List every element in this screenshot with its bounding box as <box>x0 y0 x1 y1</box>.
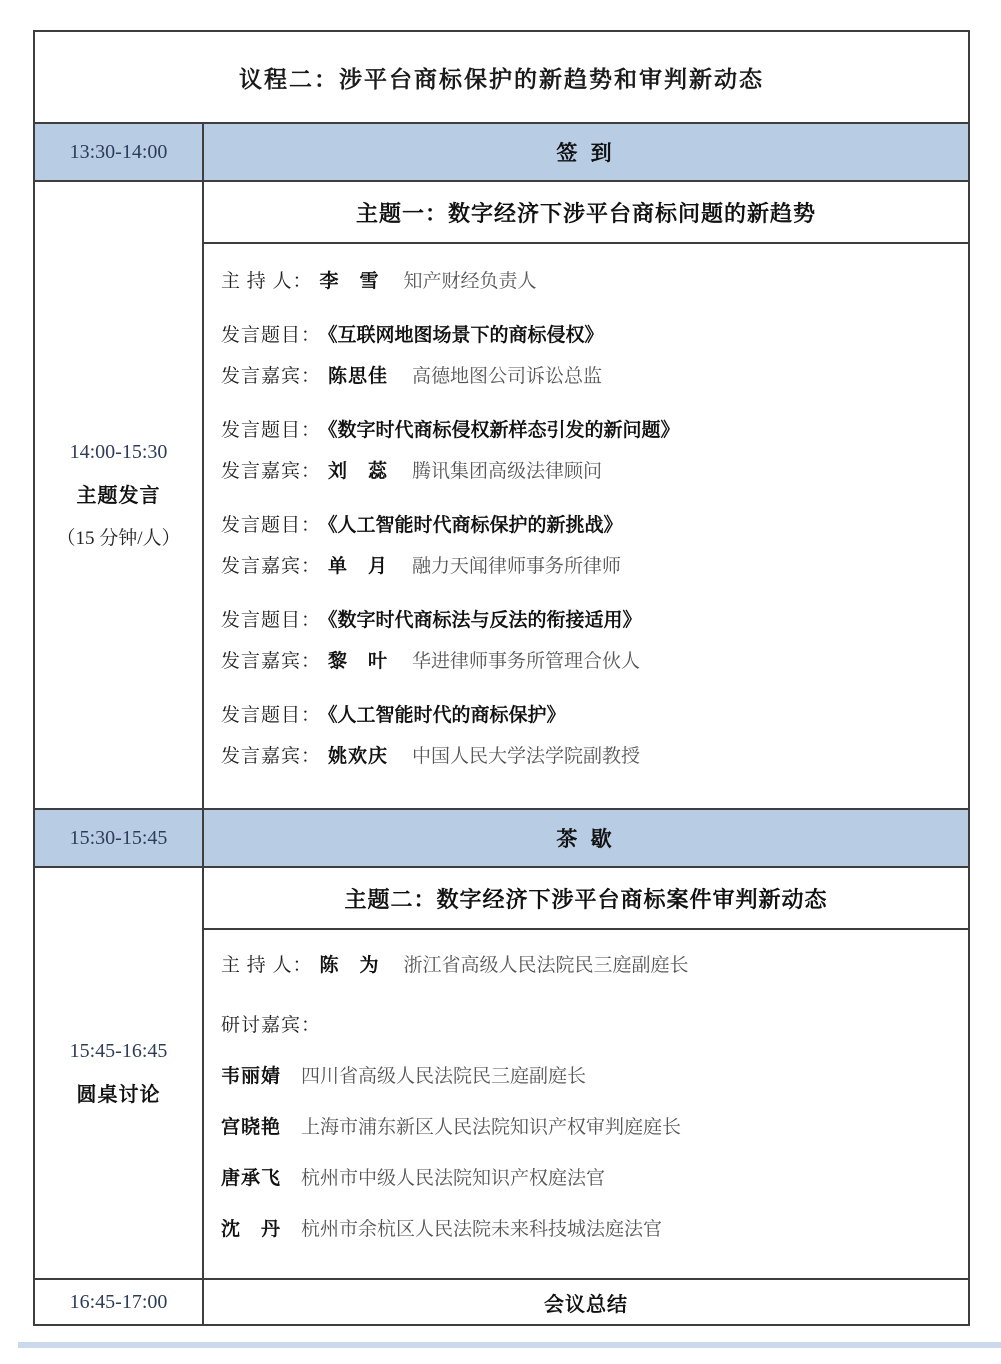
talk-topic-line <box>221 322 950 349</box>
talk-topic-line <box>221 607 950 634</box>
moderator-label: 主 持 人： <box>221 271 313 292</box>
talk-speaker-line <box>221 648 950 675</box>
signin-label: 签 到 <box>556 141 616 165</box>
tea-break-row <box>35 808 968 866</box>
panelist-name: 沈 丹 <box>221 1219 282 1240</box>
tea-break-time-cell <box>35 810 204 866</box>
summary-main-cell <box>204 1280 968 1324</box>
moderator-affiliation: 浙江省高级人民法院民三庭副庭长 <box>403 955 689 976</box>
speaker-label: 发言嘉宾： <box>221 651 322 672</box>
session1-content <box>204 244 968 770</box>
talk-topic-line <box>221 702 950 729</box>
talk-speaker-line <box>221 553 950 580</box>
panelist-item <box>221 1114 950 1141</box>
panel-guests-label: 研讨嘉宾： <box>221 1015 322 1036</box>
topic-label: 发言题目： <box>221 705 322 726</box>
talk-topic: 《互联网地图场景下的商标侵权》 <box>328 325 604 346</box>
session1-type: 主题发言 <box>76 484 161 507</box>
summary-time-cell <box>35 1280 204 1324</box>
talk-topic: 《数字时代商标法与反法的衔接适用》 <box>328 610 642 631</box>
moderator-line <box>221 952 950 979</box>
talk-speaker-line <box>221 458 950 485</box>
panelist-name: 唐承飞 <box>221 1168 282 1189</box>
session1-note: （15 分钟/人） <box>56 527 181 549</box>
panelist-affiliation: 杭州市余杭区人民法院未来科技城法庭法官 <box>301 1219 663 1240</box>
panelist-item <box>221 1063 950 1090</box>
speaker-label: 发言嘉宾： <box>221 556 322 577</box>
session2-header: 主题二：数字经济下涉平台商标案件审判新动态 <box>204 868 968 930</box>
moderator-line <box>221 268 950 295</box>
summary-label: 会议总结 <box>544 1293 628 1316</box>
agenda-table <box>33 30 970 1326</box>
talk-speaker-line <box>221 743 950 770</box>
talk-topic: 《数字时代商标侵权新样态引发的新问题》 <box>328 420 680 441</box>
moderator-name: 陈 为 <box>319 955 380 976</box>
talk-item <box>221 702 950 770</box>
talk-item <box>221 417 950 485</box>
summary-time: 16:45-17:00 <box>69 1290 168 1313</box>
signin-main-cell <box>204 124 968 180</box>
speaker-affiliation: 华进律师事务所管理合伙人 <box>412 651 641 672</box>
tea-break-main-cell <box>204 810 968 866</box>
session2-row <box>35 866 968 1278</box>
session1-row <box>35 180 968 808</box>
next-page-edge-strip <box>18 1342 1001 1348</box>
speaker-name: 单 月 <box>328 556 389 577</box>
talk-speaker-line <box>221 363 950 390</box>
speaker-name: 姚欢庆 <box>328 746 389 767</box>
talk-item <box>221 607 950 675</box>
speaker-affiliation: 腾讯集团高级法律顾问 <box>412 461 603 482</box>
panelist-affiliation: 上海市浦东新区人民法院知识产权审判庭庭长 <box>301 1117 682 1138</box>
topic-label: 发言题目： <box>221 515 322 536</box>
speaker-label: 发言嘉宾： <box>221 746 322 767</box>
panelist-item <box>221 1216 950 1243</box>
speaker-name: 黎 叶 <box>328 651 389 672</box>
session2-time: 15:45-16:45 <box>69 1039 168 1062</box>
speaker-name: 刘 蕊 <box>328 461 389 482</box>
page-title: 议程二：涉平台商标保护的新趋势和审判新动态 <box>239 66 764 92</box>
moderator-name: 李 雪 <box>319 271 380 292</box>
moderator-affiliation: 知产财经负责人 <box>403 271 537 292</box>
topic-label: 发言题目： <box>221 610 322 631</box>
session2-content <box>204 930 968 1243</box>
session1-main-cell <box>204 182 968 808</box>
talk-topic: 《人工智能时代的商标保护》 <box>328 705 566 726</box>
talk-topic-line <box>221 417 950 444</box>
talk-item <box>221 322 950 390</box>
talk-topic-line <box>221 512 950 539</box>
topic-label: 发言题目： <box>221 325 322 346</box>
signin-time-cell <box>35 124 204 180</box>
session2-time-cell <box>35 868 204 1278</box>
moderator-label: 主 持 人： <box>221 955 313 976</box>
panelist-name: 韦丽婧 <box>221 1066 282 1087</box>
talk-topic: 《人工智能时代商标保护的新挑战》 <box>328 515 623 536</box>
panelist-affiliation: 杭州市中级人民法院知识产权庭法官 <box>301 1168 606 1189</box>
tea-break-label: 茶 歇 <box>556 827 616 851</box>
speaker-name: 陈思佳 <box>328 366 389 387</box>
session1-header: 主题一：数字经济下涉平台商标问题的新趋势 <box>204 182 968 244</box>
panelist-item <box>221 1165 950 1192</box>
panelist-affiliation: 四川省高级人民法院民三庭副庭长 <box>301 1066 587 1087</box>
session1-time-cell <box>35 182 204 808</box>
topic-label: 发言题目： <box>221 420 322 441</box>
session1-time: 14:00-15:30 <box>69 440 168 463</box>
summary-row <box>35 1278 968 1324</box>
signin-time: 13:30-14:00 <box>69 140 168 163</box>
signin-row <box>35 122 968 180</box>
speaker-affiliation: 中国人民大学法学院副教授 <box>412 746 641 767</box>
panelist-name: 宫晓艳 <box>221 1117 282 1138</box>
speaker-affiliation: 高德地图公司诉讼总监 <box>412 366 603 387</box>
panel-guests-label-line <box>221 1012 950 1039</box>
speaker-label: 发言嘉宾： <box>221 366 322 387</box>
agenda-title-row <box>35 32 968 122</box>
speaker-affiliation: 融力天闻律师事务所律师 <box>412 556 622 577</box>
speaker-label: 发言嘉宾： <box>221 461 322 482</box>
session2-type: 圆桌讨论 <box>76 1083 161 1106</box>
tea-break-time: 15:30-15:45 <box>69 826 168 849</box>
session2-main-cell <box>204 868 968 1278</box>
talk-item <box>221 512 950 580</box>
